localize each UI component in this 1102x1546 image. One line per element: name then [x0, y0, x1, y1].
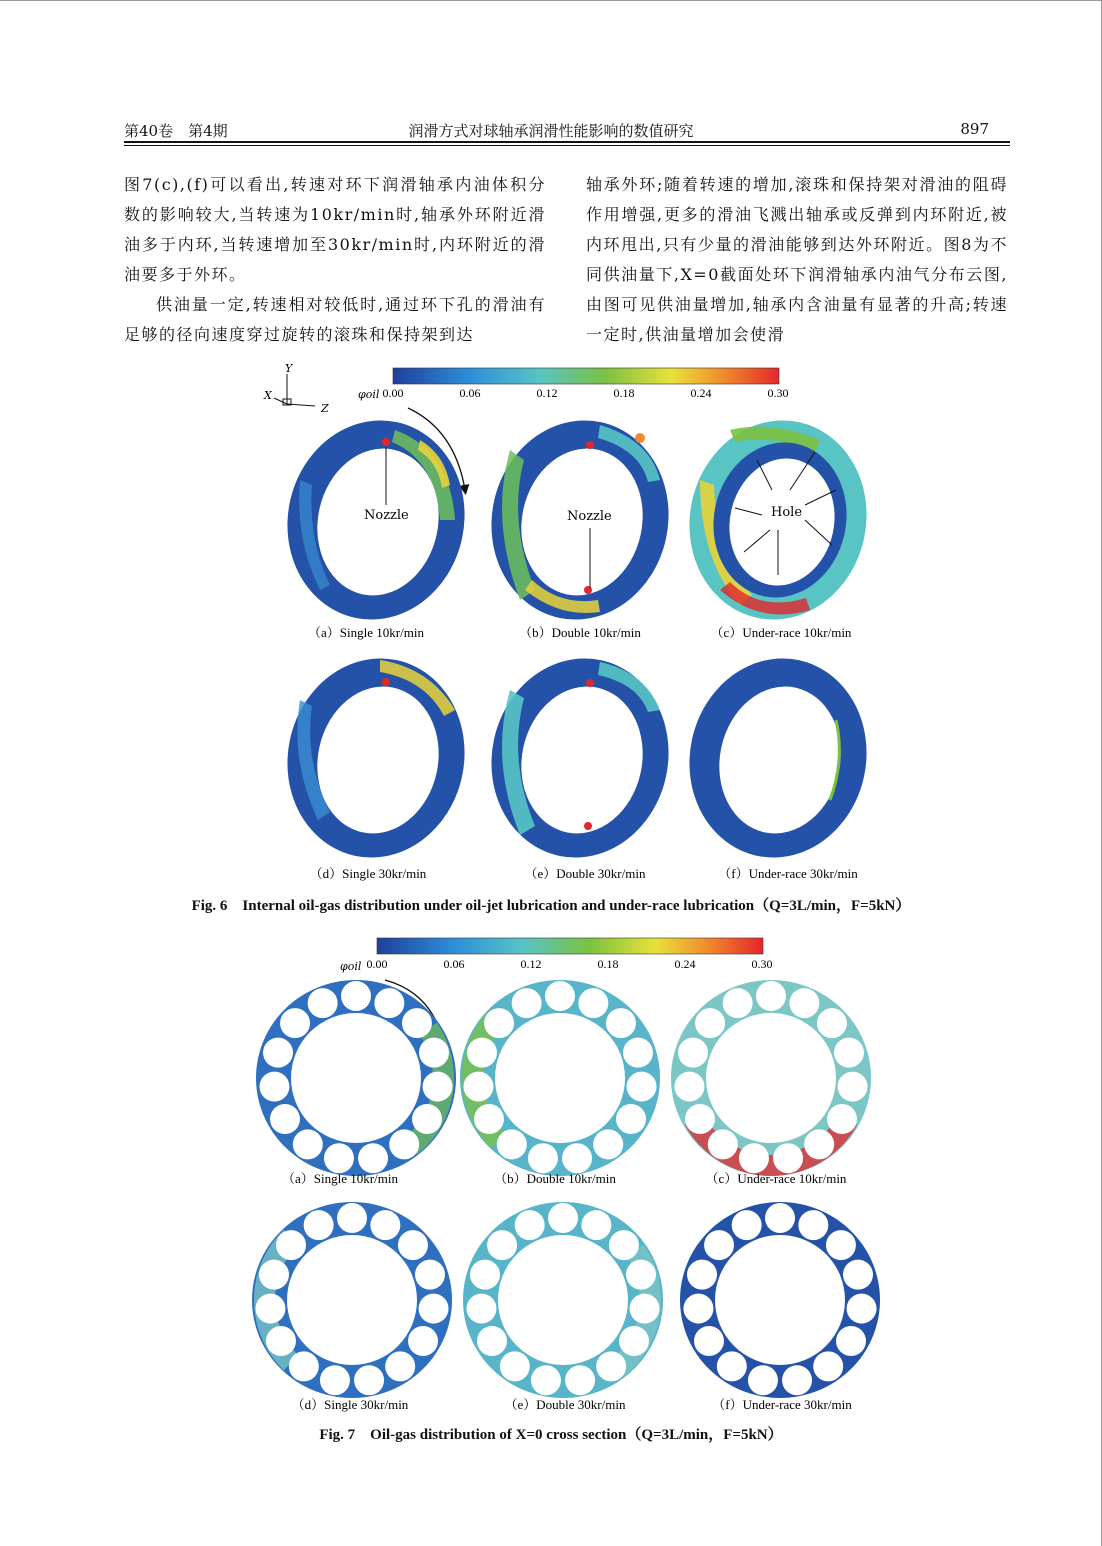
ball [308, 988, 338, 1018]
inner-race-bore [706, 1013, 836, 1143]
ball [630, 1294, 660, 1324]
ball [596, 1351, 626, 1381]
ball [419, 1038, 449, 1068]
axis-triad-icon [274, 374, 315, 406]
ball [687, 1260, 717, 1290]
paragraph: 图7(c),(f)可以看出,转速对环下润滑轴承内油体积分数的影响较大,当转速为10kr/min时,轴承外环附近滑油多于内环,当转速增加至30kr/min时,内环附近的滑油要多于外环。 [124, 175, 546, 284]
ball [789, 988, 819, 1018]
nozzle-label: Nozzle [364, 508, 409, 523]
ball [515, 1210, 545, 1240]
page-number: 897 [960, 120, 989, 138]
ball [512, 988, 542, 1018]
ball [402, 1008, 432, 1038]
colorbar [377, 938, 763, 954]
colorbar-tick: 0.18 [597, 957, 619, 971]
ball [834, 1038, 864, 1068]
ball [545, 981, 575, 1011]
ball [626, 1260, 656, 1290]
ball [847, 1294, 877, 1324]
panel-caption: （d）Single 30kr/min [309, 866, 427, 881]
ball [293, 1129, 323, 1159]
ball [609, 1230, 639, 1260]
ball [704, 1230, 734, 1260]
ball [843, 1260, 873, 1290]
ball [398, 1230, 428, 1260]
bearing-render-e [473, 642, 687, 874]
colorbar-tick: 0.00 [366, 957, 388, 971]
ball [562, 1143, 592, 1173]
ball [581, 1210, 611, 1240]
running-header-volume: 第40卷 第4期 [124, 122, 228, 140]
ball [838, 1072, 868, 1102]
colorbar-tick: 0.06 [443, 957, 465, 971]
ball [717, 1351, 747, 1381]
ball [385, 1351, 415, 1381]
ball [748, 1365, 778, 1395]
ball [466, 1294, 496, 1324]
ball [289, 1351, 319, 1381]
panel-caption: （a）Single 10kr/min [282, 1171, 398, 1186]
ball [354, 1365, 384, 1395]
panel-caption: （b）Double 10kr/min [519, 625, 641, 640]
ball [500, 1351, 530, 1381]
ball [804, 1129, 834, 1159]
ball [270, 1104, 300, 1134]
ball [467, 1038, 497, 1068]
ball [619, 1326, 649, 1356]
nozzle-label: Nozzle [567, 509, 612, 524]
ball [836, 1326, 866, 1356]
ball [528, 1143, 558, 1173]
ball [826, 1230, 856, 1260]
colorbar-tick: 0.18 [613, 386, 635, 400]
ball [627, 1072, 657, 1102]
ball [827, 1104, 857, 1134]
colorbar-symbol: φoil [358, 388, 380, 401]
bearing-render-f [671, 642, 885, 874]
panel-caption: （c）Under-race 10kr/min [710, 625, 852, 640]
ball [415, 1260, 445, 1290]
inner-race-bore [495, 1013, 625, 1143]
ball [484, 1008, 514, 1038]
axis-label-y: Y [285, 362, 293, 375]
colorbar-tick: 0.30 [767, 386, 789, 400]
panel-caption: （e）Double 30kr/min [524, 866, 646, 881]
ball [817, 1008, 847, 1038]
ball [732, 1210, 762, 1240]
colorbar-tick: 0.00 [382, 386, 404, 400]
ball [623, 1038, 653, 1068]
ball [259, 1072, 289, 1102]
panel-caption: （d）Single 30kr/min [291, 1397, 409, 1412]
panel-caption: （e）Double 30kr/min [504, 1397, 626, 1412]
axis-label-z: Z [321, 402, 329, 415]
ball [477, 1326, 507, 1356]
ball [280, 1008, 310, 1038]
ball [723, 988, 753, 1018]
panel-caption: （c）Under-race 10kr/min [705, 1171, 847, 1186]
ball [408, 1326, 438, 1356]
figure-6 [263, 362, 885, 881]
ball [606, 1008, 636, 1038]
ball [474, 1104, 504, 1134]
ball [320, 1365, 350, 1395]
colorbar-tick: 0.24 [690, 386, 712, 400]
ball [531, 1365, 561, 1395]
colorbar-tick: 0.12 [536, 386, 558, 400]
hole-label: Hole [771, 505, 803, 520]
ball [266, 1326, 296, 1356]
ball [337, 1203, 367, 1233]
ball [358, 1143, 388, 1173]
figure-6-caption: Fig. 6 Internal oil-gas distribution under oil-jet lubrication and under-race lubrication（Q=3L/min，F=5kN） [191, 898, 911, 914]
ball [276, 1230, 306, 1260]
colorbar-tick: 0.30 [751, 957, 773, 971]
bearing-render-c [671, 404, 885, 636]
figure-7 [252, 938, 880, 1412]
ball [773, 1143, 803, 1173]
ball [341, 981, 371, 1011]
cross-section-group [252, 980, 880, 1398]
ball [683, 1294, 713, 1324]
figure-7-caption: Fig. 7 Oil-gas distribution of X=0 cross section（Q=3L/min，F=5kN） [319, 1427, 783, 1443]
ball [782, 1365, 812, 1395]
ball [695, 1008, 725, 1038]
colorbar-symbol: φoil [340, 960, 362, 973]
ball [255, 1294, 285, 1324]
ball [694, 1326, 724, 1356]
ball [304, 1210, 334, 1240]
ball [565, 1365, 595, 1395]
paragraph: 供油量一定,转速相对较低时,通过环下孔的滑油有足够的径向速度穿过旋转的滚珠和保持架到达 [124, 295, 546, 344]
ball [616, 1104, 646, 1134]
colorbar-tick: 0.06 [459, 386, 481, 400]
panel-caption: （f）Under-race 30kr/min [718, 866, 858, 881]
ball [674, 1072, 704, 1102]
ball [765, 1203, 795, 1233]
colorbar-tick: 0.24 [674, 957, 696, 971]
colorbar [393, 368, 779, 384]
panel-caption: （b）Double 10kr/min [494, 1171, 616, 1186]
ball [487, 1230, 517, 1260]
running-header-title: 润滑方式对球轴承润滑性能影响的数值研究 [408, 122, 694, 140]
ball [324, 1143, 354, 1173]
ball [419, 1294, 449, 1324]
ball [708, 1129, 738, 1159]
ball [813, 1351, 843, 1381]
paragraph: 轴承外环;随着转速的增加,滚珠和保持架对滑油的阻碍作用增强,更多的滑油飞溅出轴承或反弹到内环附近,被内环甩出,只有少量的滑油能够到达外环附近。图8为不同供油量下,X=0截面处环下润滑轴承内油气分布云图,由图可见供油量增加,轴承内含油量有显著的升高;转速一定时,供油量增加会使滑 [586, 175, 1008, 344]
inner-race-bore [498, 1235, 628, 1365]
ball [412, 1104, 442, 1134]
ball [263, 1038, 293, 1068]
inner-race-bore [291, 1013, 421, 1143]
ball [593, 1129, 623, 1159]
ball [548, 1203, 578, 1233]
ball [389, 1129, 419, 1159]
panel-caption: （a）Single 10kr/min [308, 625, 424, 640]
ball [685, 1104, 715, 1134]
ball [470, 1260, 500, 1290]
ball [423, 1072, 453, 1102]
inner-race-bore [287, 1235, 417, 1365]
ball [798, 1210, 828, 1240]
ball [463, 1072, 493, 1102]
ball [578, 988, 608, 1018]
axis-label-x: X [264, 389, 272, 402]
colorbar-tick: 0.12 [520, 957, 542, 971]
ball [739, 1143, 769, 1173]
ball [497, 1129, 527, 1159]
ball [756, 981, 786, 1011]
panel-caption: （f）Under-race 30kr/min [712, 1397, 852, 1412]
ball [259, 1260, 289, 1290]
ball [678, 1038, 708, 1068]
bearing-render-d [269, 642, 483, 874]
inner-race-bore [715, 1235, 845, 1365]
ball [374, 988, 404, 1018]
ball [370, 1210, 400, 1240]
